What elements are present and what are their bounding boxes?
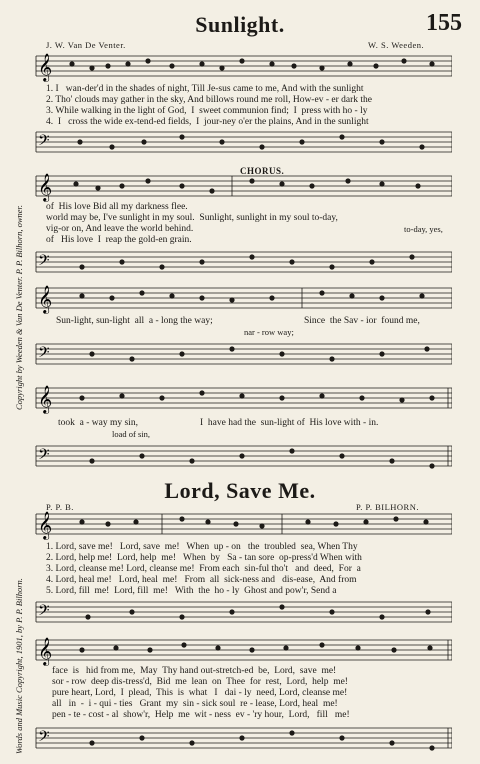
- hymn2-cont-4: all in - i - qui - ties Grant my sin - sick soul re - lease, Lord, heal me!: [52, 699, 338, 709]
- hymn1-verse-4: 4. I cross the wide ex-tend-ed fields, I jour-ney o'er the plains, And in the sunlight: [46, 117, 369, 127]
- svg-text:𝄞: 𝄞: [38, 511, 53, 539]
- page-number: 155: [426, 10, 462, 36]
- svg-text:𝄢: 𝄢: [38, 344, 50, 365]
- hymn1-final-line-1: took a - way my sin,: [58, 418, 138, 428]
- hymn1-final-echo: load of sin,: [112, 429, 151, 439]
- hymn1-bass-staff-4: [32, 442, 452, 472]
- svg-text:𝄢: 𝄢: [38, 132, 50, 153]
- svg-text:𝄢: 𝄢: [38, 446, 50, 467]
- svg-text:𝄢: 𝄢: [38, 252, 50, 273]
- hymn1-bass-staff-2: [32, 248, 452, 278]
- svg-text:𝄢: 𝄢: [38, 602, 50, 623]
- svg-text:𝄞: 𝄞: [38, 285, 53, 313]
- hymn2-author: P. P. B.: [46, 502, 74, 512]
- hymn2-staff-1: [32, 510, 452, 540]
- hymn1-verse-1: 1. I wan-der'd in the shades of night, Till Je-sus came to me, And with the sunlight: [46, 84, 364, 94]
- hymn1-staff-2: [32, 172, 452, 202]
- hymn1-cont-1: of His love Bid all my darkness flee.: [46, 202, 188, 212]
- hymn2-staff-2: [32, 636, 452, 666]
- hymn2-cont-3: pure heart, Lord, I plead, This is what I dai - ly need, Lord, cleanse me!: [52, 688, 348, 698]
- hymn1-cont-2: world may be, I've sunlight in my soul. Sunlight, sunlight in my soul to-day,: [46, 213, 338, 223]
- hymn1-staff-4: [32, 384, 452, 414]
- svg-text:𝄞: 𝄞: [38, 173, 53, 201]
- hymn2-cont-2: sor - row deep dis-tress'd, Bid me lean on Thee for rest, Lord, help me!: [52, 677, 348, 687]
- hymn1-staff-1: [32, 50, 452, 84]
- hymn1-copyright-note: Copyright by Weeden & Van De Venter. P. P. Bilhorn, owner.: [14, 204, 24, 410]
- hymn1-bass-staff-3: [32, 340, 452, 370]
- hymn1-bass-staff-1: [32, 128, 452, 158]
- hymn-title-lord-save-me: Lord, Save Me.: [164, 478, 316, 503]
- hymn1-verse-3: 3. While walking in the light of God, I sweet communion find; I press with ho - ly: [46, 106, 368, 116]
- chorus-label: CHORUS.: [240, 166, 285, 176]
- hymn2-verse-1: 1. Lord, save me! Lord, save me! When up - on the troubled sea, When Thy: [46, 542, 358, 552]
- hymn2-composer: P. P. BILHORN.: [356, 502, 419, 512]
- hymn2-verse-2: 2. Lord, help me! Lord, help me! When by Sa - tan sore op-press'd When with: [46, 553, 362, 563]
- svg-text:𝄞: 𝄞: [38, 385, 53, 413]
- hymn1-cont-4: of His love I reap the gold-en grain.: [46, 235, 192, 245]
- hymn1-verse-2: 2. Tho' clouds may gather in the sky, And billows round me roll, How-ev - er dark the: [46, 95, 372, 105]
- hymn1-staff-3: [32, 284, 452, 314]
- hymn1-author: J. W. Van De Venter.: [46, 40, 126, 50]
- hymn1-composer: W. S. Weeden.: [368, 40, 425, 50]
- hymn1-chorus-echo-2: nar - row way;: [244, 327, 294, 337]
- hymn1-chorus-line-2: Since the Sav - ior found me,: [304, 316, 420, 326]
- svg-text:𝄢: 𝄢: [38, 728, 50, 749]
- svg-text:𝄞: 𝄞: [38, 53, 53, 81]
- hymn2-copyright-note: Words and Music Copyright, 1901, by P. P. Bilhorn.: [14, 578, 24, 754]
- hymn1-chorus-line-1: Sun-light, sun-light all a - long the way;: [56, 316, 213, 326]
- hymn2-bass-staff-1: [32, 598, 452, 628]
- hymn2-cont-5: pen - te - cost - al show'r, Help me wit - ness ev - 'ry hour, Lord, fill me!: [52, 710, 350, 720]
- hymn2-verse-5: 5. Lord, fill me! Lord, fill me! With the ho - ly Ghost and pow'r, Send a: [46, 586, 337, 596]
- svg-text:𝄞: 𝄞: [38, 637, 53, 665]
- hymn2-cont-1: face is hid from me, May Thy hand out-stretch-ed be, Lord, save me!: [52, 666, 337, 676]
- hymn1-final-line-2: I have had the sun-light of His love with - in.: [200, 418, 379, 428]
- hymn2-bass-staff-2: [32, 724, 452, 754]
- hymn1-cont-3: vig-or on, And leave the world behind.: [46, 224, 194, 234]
- hymn2-verse-4: 4. Lord, heal me! Lord, heal me! From all sick-ness and dis-ease, And from: [46, 575, 357, 585]
- hymn1-chorus-echo: to-day, yes,: [404, 224, 443, 234]
- hymn2-verse-3: 3. Lord, cleanse me! Lord, cleanse me! From each sin-ful tho't and deed, For a: [46, 564, 361, 574]
- hymn-title-sunlight: Sunlight.: [195, 12, 285, 37]
